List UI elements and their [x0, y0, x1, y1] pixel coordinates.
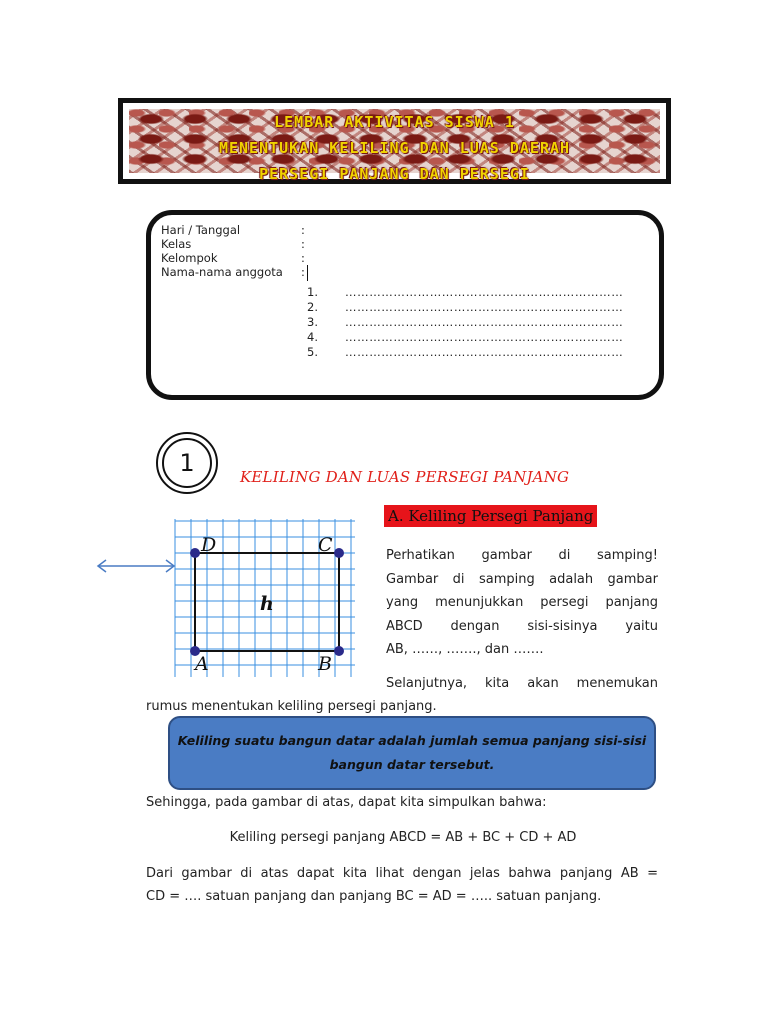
batik-pattern-background	[129, 109, 660, 183]
member-number-4: 4.	[307, 330, 318, 344]
conclusion-text: Sehingga, pada gambar di atas, dapat kita simpulkan bahwa:	[146, 795, 547, 810]
definition-box	[168, 716, 656, 790]
section-number: 1	[162, 438, 212, 488]
student-info-box	[146, 210, 664, 400]
member-line-4: ……………………………………………………………	[345, 330, 624, 344]
banner-title-line-2: MENENTUKAN KELILING DAN LUAS DAERAH	[218, 139, 571, 157]
member-line-5: ……………………………………………………………	[345, 345, 624, 359]
double-arrow	[98, 560, 174, 572]
figure-description	[386, 544, 658, 662]
banner-title-line-1: LEMBAR AKTIVITAS SISWA 1	[274, 113, 515, 131]
next-step-line-2: rumus menentukan keliling persegi panjang.	[146, 699, 437, 714]
member-number-3: 3.	[307, 315, 318, 329]
description-line-5: AB, ……, ……., dan …….	[386, 642, 544, 657]
label-a: A	[195, 653, 209, 675]
rectangle-grid-figure	[90, 515, 370, 680]
member-number-1: 1.	[307, 285, 318, 299]
title-banner	[118, 98, 671, 184]
member-number-5: 5.	[307, 345, 318, 359]
field-label-members: Nama-nama anggota	[161, 265, 283, 279]
label-h: h	[260, 593, 274, 615]
perimeter-formula: Keliling persegi panjang ABCD = AB + BC + CD + AD	[229, 830, 577, 845]
label-d: D	[201, 534, 217, 556]
description-line-1: Perhatikan gambar di samping!	[386, 548, 658, 563]
field-label-date: Hari / Tanggal	[161, 223, 241, 237]
label-b: B	[318, 653, 332, 675]
next-step-line-1: Selanjutnya, kita akan menemukan	[386, 676, 658, 691]
description-line-3: yang menunjukkan persegi panjang	[386, 595, 658, 610]
field-colon-class: :	[301, 237, 305, 251]
description-line-2: Gambar di samping adalah gambar	[386, 571, 658, 587]
field-label-class: Kelas	[161, 237, 192, 251]
definition-line-2: bangun datar tersebut.	[329, 757, 495, 772]
section-number-badge	[156, 432, 218, 494]
field-label-group: Kelompok	[161, 251, 218, 265]
closing-line-1: Dari gambar di atas dapat kita lihat dengan jelas bahwa panjang AB =	[146, 866, 658, 881]
vertex-d	[190, 548, 200, 558]
field-colon-group: :	[301, 251, 305, 265]
text-cursor	[307, 265, 308, 281]
definition-line-1: Keliling suatu bangun datar adalah jumlah semua panjang sisi-sisi	[177, 733, 647, 748]
member-number-2: 2.	[307, 300, 318, 314]
member-line-2: ……………………………………………………………	[345, 300, 624, 314]
vertex-c	[334, 548, 344, 558]
subsection-heading: A. Keliling Persegi Panjang	[384, 505, 597, 527]
description-line-4: ABCD dengan sisi-sisinya yaitu	[386, 618, 658, 634]
closing-line-2: CD = …. satuan panjang dan panjang BC = AD = ….. satuan panjang.	[146, 889, 602, 904]
banner-title-line-3: PERSEGI PANJANG DAN PERSEGI	[259, 165, 530, 183]
field-colon-date: :	[301, 223, 305, 237]
member-line-1: ……………………………………………………………	[345, 285, 624, 299]
field-colon-members: :	[301, 265, 305, 279]
member-line-3: ……………………………………………………………	[345, 315, 624, 329]
label-c: C	[318, 534, 333, 556]
section-title: KELILING DAN LUAS PERSEGI PANJANG	[240, 468, 570, 486]
vertex-b	[334, 646, 344, 656]
